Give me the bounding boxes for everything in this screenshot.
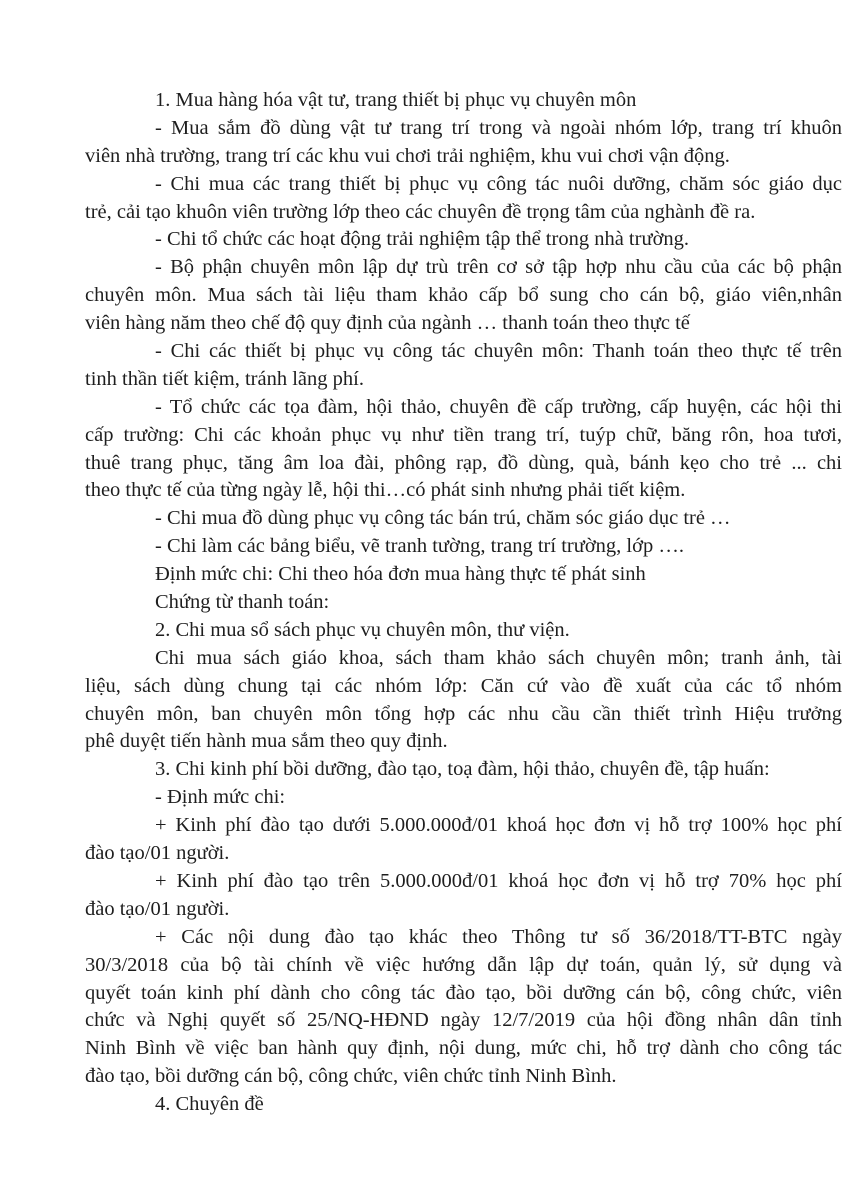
text-line: đào tạo/01 người. — [85, 897, 230, 920]
text-line: Chứng từ thanh toán: — [155, 591, 330, 614]
text-line: viên nhà trường, trang trí các khu vui chơi trải nghiệm, khu vui chơi vận động. — [85, 144, 730, 167]
text-line: phê duyệt tiến hành mua sắm theo quy định. — [85, 730, 448, 753]
paragraph-13 — [85, 645, 842, 757]
text-line: 4. Chuyên đề — [155, 1093, 264, 1116]
paragraph-2 — [85, 115, 842, 171]
text-line: 30/3/2018 của bộ tài chính về việc hướng dẫn lập dự toán, quản lý, sử dụng và — [85, 953, 842, 976]
text-line: liệu, sách dùng chung tại các nhóm lớp: Căn cứ vào đề xuất của các tổ nhóm — [85, 674, 842, 697]
text-line: chuyên môn. Mua sách tài liệu tham khảo cấp bổ sung cho cán bộ, giáo viên,nhân — [85, 284, 842, 307]
text-line: 2. Chi mua sổ sách phục vụ chuyên môn, thư viện. — [155, 618, 570, 641]
text-line: 3. Chi kinh phí bồi dưỡng, đào tạo, toạ đàm, hội thảo, chuyên đề, tập huấn: — [155, 758, 770, 781]
text-line: - Chi mua đồ dùng phục vụ công tác bán trú, chăm sóc giáo dục trẻ … — [155, 507, 731, 530]
paragraph-11 — [85, 589, 842, 617]
paragraph-16 — [85, 812, 842, 868]
text-line: Ninh Bình về việc ban hành quy định, nội dung, mức chi, hỗ trợ dành cho công tác — [85, 1037, 842, 1060]
text-line: - Mua sắm đồ dùng vật tư trang trí trong và ngoài nhóm lớp, trang trí khuôn — [155, 116, 842, 139]
text-line: - Chi các thiết bị phục vụ công tác chuyên môn: Thanh toán theo thực tế trên — [155, 340, 842, 363]
text-line: + Kinh phí đào tạo dưới 5.000.000đ/01 khoá học đơn vị hỗ trợ 100% học phí — [155, 814, 842, 837]
paragraph-18 — [85, 924, 842, 1091]
paragraph-19 — [85, 1091, 842, 1119]
paragraph-12 — [85, 617, 842, 645]
text-line: tinh thần tiết kiệm, tránh lãng phí. — [85, 367, 364, 390]
paragraph-7 — [85, 394, 842, 506]
text-line: - Chi mua các trang thiết bị phục vụ công tác nuôi dưỡng, chăm sóc giáo dục — [155, 172, 842, 195]
text-line: + Kinh phí đào tạo trên 5.000.000đ/01 khoá học đơn vị hỗ trợ 70% học phí — [155, 869, 842, 892]
paragraph-4 — [85, 226, 842, 254]
paragraph-15 — [85, 784, 842, 812]
text-line: chức và Nghị quyết số 25/NQ-HĐND ngày 12/7/2019 của hội đồng nhân dân tỉnh — [85, 1009, 842, 1032]
paragraph-6 — [85, 338, 842, 394]
paragraph-14 — [85, 756, 842, 784]
text-line: trẻ, cải tạo khuôn viên trường lớp theo các chuyên đề trọng tâm của nghành đề ra. — [85, 200, 756, 223]
text-line: - Tổ chức các tọa đàm, hội thảo, chuyên đề cấp trường, cấp huyện, các hội thi — [155, 395, 842, 418]
text-line: Chi mua sách giáo khoa, sách tham khảo sách chuyên môn; tranh ảnh, tài — [155, 646, 842, 669]
text-line: quyết toán kinh phí dành cho công tác đào tạo, bồi dưỡng cán bộ, công chức, viên — [85, 981, 842, 1004]
text-line: - Chi làm các bảng biểu, vẽ tranh tường, trang trí trường, lớp …. — [155, 535, 684, 558]
text-line: chuyên môn, ban chuyên môn tổng hợp các nhu cầu cần thiết trình Hiệu trưởng — [85, 702, 842, 725]
text-line: Định mức chi: Chi theo hóa đơn mua hàng thực tế phát sinh — [155, 563, 646, 586]
paragraph-5 — [85, 254, 842, 338]
document-body — [85, 87, 842, 1119]
text-line: + Các nội dung đào tạo khác theo Thông tư số 36/2018/TT-BTC ngày — [155, 925, 842, 948]
text-line: - Định mức chi: — [155, 786, 286, 809]
text-line: viên hàng năm theo chế độ quy định của ngành … thanh toán theo thực tế — [85, 312, 690, 335]
paragraph-9 — [85, 533, 842, 561]
paragraph-8 — [85, 505, 842, 533]
text-line: theo thực tế của từng ngày lễ, hội thi…có phát sinh nhưng phải tiết kiệm. — [85, 479, 686, 502]
text-line: - Bộ phận chuyên môn lập dự trù trên cơ sở tập hợp nhu cầu của các bộ phận — [155, 256, 842, 279]
text-line: đào tạo/01 người. — [85, 842, 230, 865]
text-line: cấp trường: Chi các khoản phục vụ như tiền trang trí, tuýp chữ, băng rôn, hoa tươi, — [85, 423, 842, 446]
paragraph-17 — [85, 868, 842, 924]
text-line: thuê trang phục, tăng âm loa đài, phông rạp, đồ dùng, quà, bánh kẹo cho trẻ ... chi — [85, 451, 842, 474]
text-line: - Chi tổ chức các hoạt động trải nghiệm tập thể trong nhà trường. — [155, 228, 690, 251]
paragraph-10 — [85, 561, 842, 589]
text-line: 1. Mua hàng hóa vật tư, trang thiết bị phục vụ chuyên môn — [155, 89, 637, 111]
paragraph-3 — [85, 171, 842, 227]
paragraph-1 — [85, 87, 842, 115]
text-line: đào tạo, bồi dưỡng cán bộ, công chức, viên chức tỉnh Ninh Bình. — [85, 1065, 617, 1088]
